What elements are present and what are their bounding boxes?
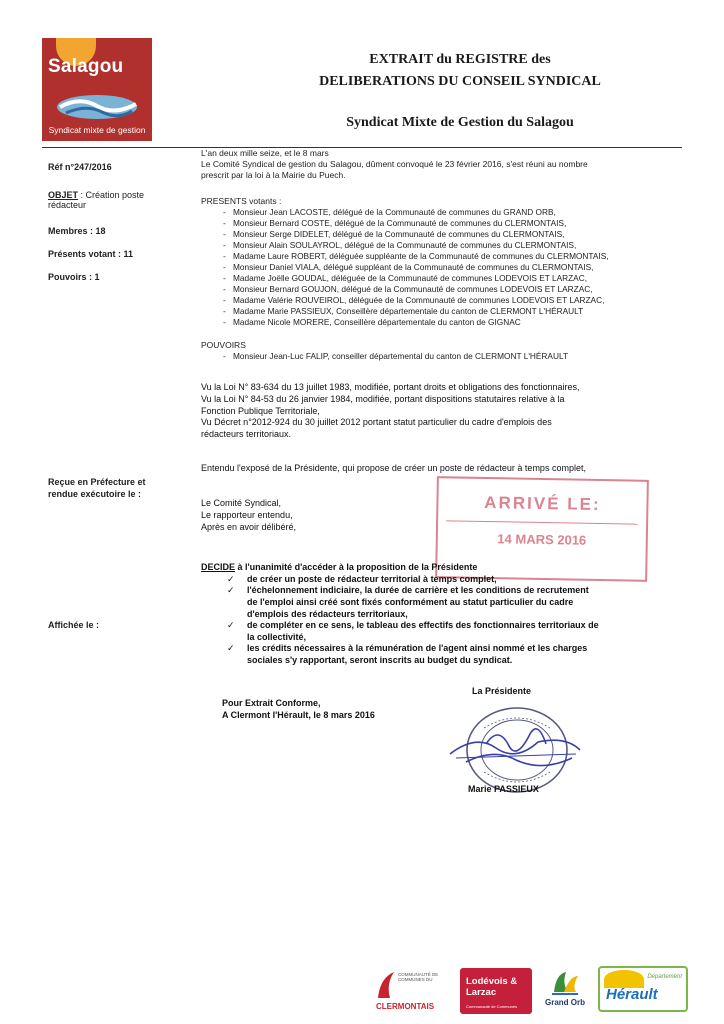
intro-line-2: Le Comité Syndical de gestion du Salagou, dûment convoqué le 23 février 2016, s'est réuni au nombre bbox=[201, 159, 588, 169]
pouvoirs-count: Pouvoirs : 1 bbox=[48, 272, 100, 282]
signature-role: La Présidente bbox=[472, 686, 532, 696]
herault-logo bbox=[598, 966, 688, 1012]
decide-item-line: de créer un poste de rédacteur territorial à temps complet, bbox=[247, 573, 497, 584]
decide-item-line: l'échelonnement indiciaire, la durée de carrière et les conditions de recrutement bbox=[247, 585, 589, 596]
objet-text-2: rédacteur bbox=[48, 200, 87, 210]
extrait-line-2: A Clermont l'Hérault, le 8 mars 2016 bbox=[222, 709, 375, 720]
list-item: - Monsieur Serge DIDELET, délégué de la Communauté de communes du CLERMONTAIS, bbox=[201, 229, 681, 240]
objet-label: OBJET bbox=[48, 190, 79, 200]
comite-line-3: Après en avoir délibéré, bbox=[201, 521, 297, 532]
title-line-2: DELIBERATIONS DU CONSEIL SYNDICAL bbox=[319, 74, 601, 89]
vu-line-3: Fonction Publique Territoriale, bbox=[201, 405, 320, 416]
lodevois-logo bbox=[460, 968, 532, 1014]
membres: Membres : 18 bbox=[48, 226, 106, 236]
presents-section bbox=[201, 196, 681, 328]
objet-block bbox=[48, 190, 144, 210]
affichee-label: Affichée le : bbox=[48, 620, 100, 630]
decide-list bbox=[201, 574, 681, 667]
decide-item-line: sociales s'y rapportant, seront inscrits au budget du syndicat. bbox=[247, 654, 513, 665]
intro-line-1: L'an deux mille seize, et le 8 mars bbox=[201, 148, 329, 158]
list-item: - Monsieur Bernard GOUJON, délégué de la Communauté de communes LODEVOIS ET LARZAC, bbox=[201, 284, 681, 295]
clermontais-mark-icon bbox=[376, 970, 396, 1000]
presents-list bbox=[201, 207, 681, 328]
prefecture-line-2: rendue exécutoire le : bbox=[48, 489, 142, 499]
list-item: - Monsieur Jean-Luc FALIP, conseiller départemental du canton de CLERMONT L'HÉRAULT bbox=[201, 351, 681, 362]
pouvoirs-section bbox=[201, 340, 681, 362]
intro-line-3: prescrit par la loi à la Mairie du Puech. bbox=[201, 170, 346, 180]
list-item: - Madame Laure ROBERT, déléguée suppléante de la Communauté de communes du CLERMONTAIS, bbox=[201, 251, 681, 262]
list-item bbox=[201, 574, 681, 586]
check-icon: ✓ bbox=[227, 585, 235, 596]
decide-rest: à l'unanimité d'accéder à la proposition de la Présidente bbox=[235, 562, 478, 572]
clermontais-name: CLERMONTAIS bbox=[376, 1002, 435, 1011]
list-item: - Monsieur Bernard COSTE, délégué de la Communauté de communes du CLERMONTAIS, bbox=[201, 218, 681, 229]
intro bbox=[201, 148, 681, 181]
vu-line-2: Vu la Loi N° 84-53 du 26 janvier 1984, modifiée, portant dispositions statutaires relative à la bbox=[201, 393, 565, 404]
decide-word: DECIDE bbox=[201, 562, 236, 572]
stamp-date: 14 MARS 2016 bbox=[497, 531, 587, 548]
list-item: - Madame Nicole MORERE, Conseillère départementale du canton de GIGNAC bbox=[201, 317, 681, 328]
list-item: - Monsieur Jean LACOSTE, délégué de la Communauté de communes du GRAND ORB, bbox=[201, 207, 681, 218]
herault-small: Département bbox=[647, 974, 682, 980]
title-line-1: EXTRAIT du REGISTRE des bbox=[369, 52, 551, 67]
decide-item-line: les crédits nécessaires à la rémunération de l'agent ainsi nommé et les charges bbox=[247, 643, 588, 654]
ref-number: Réf n°247/2016 bbox=[48, 162, 112, 172]
list-item: - Madame Valérie ROUVEIROL, déléguée de la Communauté de communes LODEVOIS ET LARZAC, bbox=[201, 295, 681, 306]
pouvoirs-list bbox=[201, 351, 681, 362]
list-item bbox=[201, 643, 681, 666]
decide-item-line: d'emplois des rédacteurs territoriaux, bbox=[247, 608, 408, 619]
lodevois-name: Lodévois & Larzac bbox=[466, 976, 518, 998]
list-item bbox=[201, 620, 681, 643]
title-line-3: Syndicat Mixte de Gestion du Salagou bbox=[346, 115, 574, 130]
logo-name: Salagou bbox=[48, 56, 124, 77]
stamp-arrive: ARRIVÉ LE: bbox=[484, 492, 601, 515]
salagou-logo bbox=[42, 38, 152, 141]
list-item: - Monsieur Alain SOULAYROL, délégué de la Communauté de communes du CLERMONTAIS, bbox=[201, 240, 681, 251]
prefecture-line-1: Reçue en Préfecture et bbox=[48, 477, 146, 487]
stamp-divider bbox=[446, 520, 638, 524]
check-icon: ✓ bbox=[227, 643, 235, 654]
herault-name: Hérault bbox=[606, 986, 658, 1003]
check-icon: ✓ bbox=[227, 620, 235, 631]
clermontais-small: COMMUNAUTÉ DE COMMUNES DU bbox=[398, 972, 439, 982]
vu-line-1: Vu la Loi N° 83-634 du 13 juillet 1983, modifiée, portant droits et obligations des fonctionnaires, bbox=[201, 382, 580, 392]
entendu: Entendu l'exposé de la Présidente, qui propose de créer un poste de rédacteur à temps complet, bbox=[201, 463, 586, 473]
list-item: - Monsieur Daniel VIALA, délégué suppléant de la Communauté de communes du CLERMONTAIS, bbox=[201, 262, 681, 273]
decide-item-line: de l'emploi ainsi créé sont fixés conformément au statut particulier du cadre bbox=[247, 596, 574, 607]
vu-line-5: rédacteurs territoriaux. bbox=[201, 429, 292, 440]
logo-subtitle: Syndicat mixte de gestion bbox=[48, 125, 146, 135]
pouvoirs-heading: POUVOIRS bbox=[201, 340, 246, 350]
prefecture-label bbox=[48, 476, 146, 500]
objet-text: : Création poste bbox=[78, 190, 145, 200]
lodevois-sub: Communauté de Communes bbox=[466, 1004, 518, 1009]
handwritten-signature-icon bbox=[446, 714, 586, 784]
decide-item-line: la collectivité, bbox=[247, 631, 307, 642]
signature-name: Marie PASSIEUX bbox=[468, 784, 539, 794]
check-icon: ✓ bbox=[227, 573, 235, 584]
list-item: - Madame Marie PASSIEUX, Conseillère départementale du canton de CLERMONT L'HÉRAULT bbox=[201, 306, 681, 317]
decide-item-line: de compléter en ce sens, le tableau des effectifs des fonctionnaires territoriaux de bbox=[247, 620, 599, 631]
comite-line-1: Le Comité Syndical, bbox=[201, 498, 282, 508]
presents-heading: PRESENTS votants : bbox=[201, 196, 282, 206]
comite-line-2: Le rapporteur entendu, bbox=[201, 509, 293, 520]
vu-section bbox=[201, 382, 681, 441]
lake-wave-icon bbox=[50, 90, 144, 124]
extrait-line-1: Pour Extrait Conforme, bbox=[222, 698, 321, 708]
list-item: - Madame Joëlle GOUDAL, déléguée de la Communauté de communes LODEVOIS ET LARZAC, bbox=[201, 273, 681, 284]
extrait-conforme bbox=[222, 698, 482, 722]
grand-orb-logo bbox=[540, 968, 590, 1014]
decide-heading bbox=[201, 562, 681, 574]
grand-orb-mark-icon bbox=[550, 970, 580, 996]
presents-votant: Présents votant : 11 bbox=[48, 249, 134, 259]
list-item bbox=[201, 585, 681, 620]
decide-section bbox=[201, 562, 681, 667]
clermontais-logo bbox=[376, 968, 450, 1014]
vu-line-4: Vu Décret n°2012-924 du 30 juillet 2012 portant statut particulier du cadre d'emplois des bbox=[201, 417, 552, 428]
grand-orb-name: Grand Orb bbox=[544, 998, 585, 1007]
